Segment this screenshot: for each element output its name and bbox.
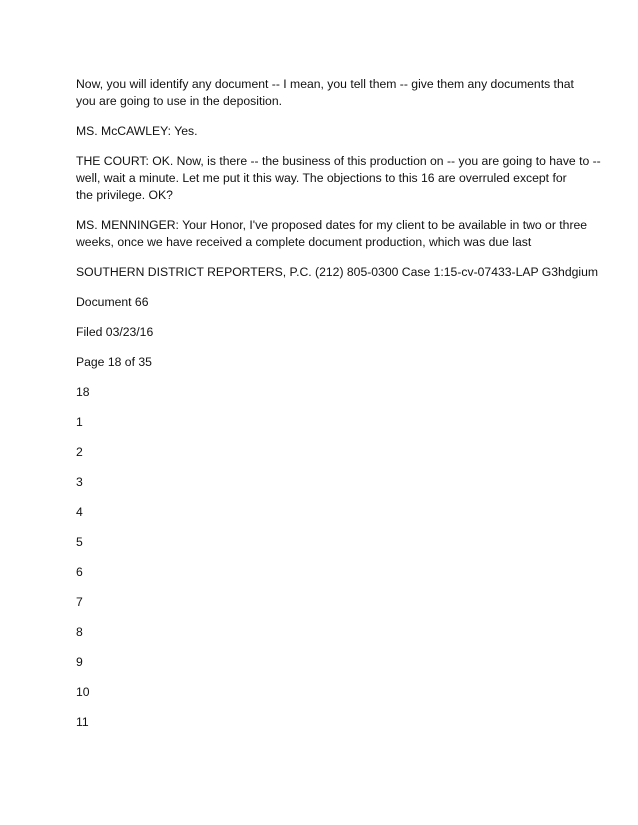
filed-date: Filed 03/23/16 <box>76 325 154 339</box>
line-number: 7 <box>76 595 83 609</box>
line-number: 11 <box>76 715 89 729</box>
text-line: you are going to use in the deposition. <box>76 94 282 108</box>
line-number: 3 <box>76 475 83 489</box>
text-line: weeks, once we have received a complete document production, which was due last <box>76 235 532 249</box>
line-number: 1 <box>76 415 83 429</box>
reporter-line <box>76 264 599 281</box>
paragraph-4 <box>76 217 588 251</box>
paragraph-3 <box>76 153 601 204</box>
text-line: MS. McCAWLEY: Yes. <box>76 124 198 138</box>
line-number: 6 <box>76 565 83 579</box>
line-number: 5 <box>76 535 83 549</box>
text-line: SOUTHERN DISTRICT REPORTERS, P.C. (212) 805-0300 Case 1:15-cv-07433-LAP G3hdgium <box>76 265 599 279</box>
page-number: 18 <box>76 385 90 399</box>
line-number: 10 <box>76 685 90 699</box>
document-number: Document 66 <box>76 295 149 309</box>
line-number: 4 <box>76 505 83 519</box>
text-line: the privilege. OK? <box>76 188 173 202</box>
page-indicator: Page 18 of 35 <box>76 355 152 369</box>
line-number: 2 <box>76 445 83 459</box>
text-line: well, wait a minute. Let me put it this way. The objections to this 16 are overruled except for <box>76 171 567 185</box>
paragraph-1 <box>76 76 574 110</box>
text-line: MS. MENNINGER: Your Honor, I've proposed dates for my client to be available in two or three <box>76 218 588 232</box>
line-number: 8 <box>76 625 83 639</box>
document-content <box>76 76 601 744</box>
paragraph-2 <box>76 123 566 140</box>
text-line: THE COURT: OK. Now, is there -- the business of this production on -- you are going to have to -- <box>76 154 601 168</box>
text-line: Now, you will identify any document -- I mean, you tell them -- give them any documents that <box>76 77 574 91</box>
line-number: 9 <box>76 655 83 669</box>
